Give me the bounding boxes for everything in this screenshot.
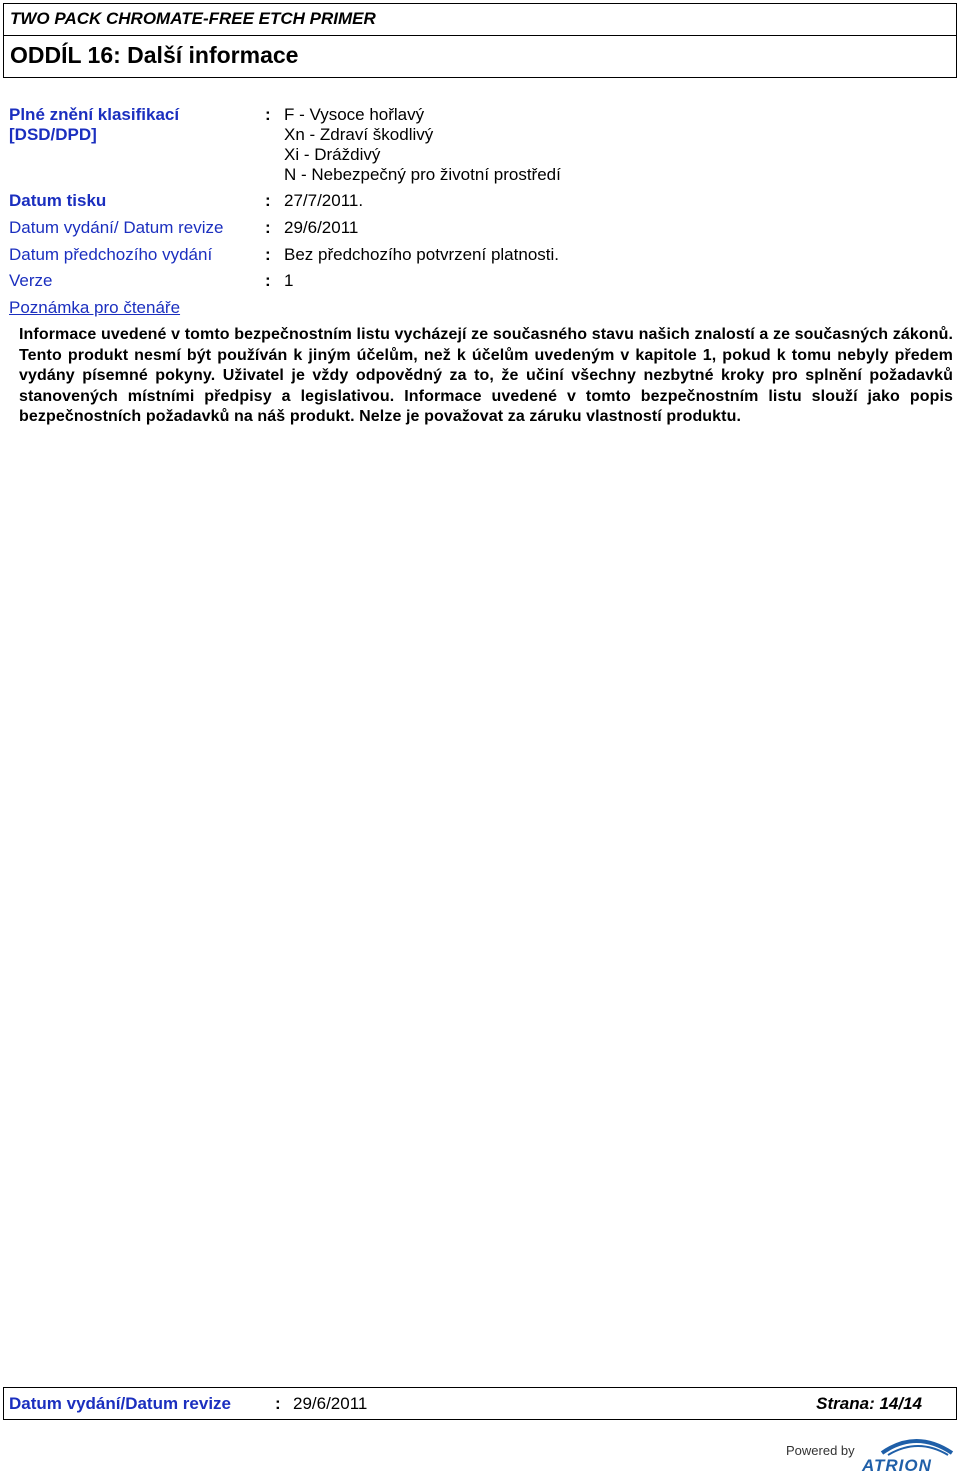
reader-note-body: Informace uvedené v tomto bezpečnostním listu vycházejí ze současného stavu našich znalostí a ze současných zákonů. Tento produkt nesmí být používán k jiným účelům, než k účelům uvedeným v kapitole 1, pokud k tomu nebyly předem vydány písemné pokyny. Uživatel je vždy odpovědný za to, že učiní všechny nezbytné kroky pro splnění požadavků stanovených místními předpisy a legislativou. Informace uvedené v tomto bezpečnostním listu slouží jako popis bezpečnostních požadavků na náš produkt. Nelze je považovat za záruku vlastností produktu.	[19, 326, 953, 425]
section-header	[3, 35, 957, 78]
classification-value: Xi - Dráždivý	[284, 145, 381, 164]
product-header	[3, 3, 957, 36]
classification-colon: :	[265, 105, 271, 124]
previous-issue-value: Bez předchozího potvrzení platnosti.	[284, 245, 559, 264]
print-date-colon: :	[265, 191, 271, 210]
footer-colon: :	[275, 1394, 281, 1413]
classification-value: Xn - Zdraví škodlivý	[284, 125, 434, 144]
classification-label-line2: [DSD/DPD]	[9, 125, 97, 144]
version-colon: :	[265, 271, 271, 290]
previous-issue-label: Datum předchozího vydání	[9, 245, 213, 264]
print-date-label: Datum tisku	[9, 191, 107, 210]
page-footer	[3, 1387, 957, 1420]
section-title: ODDÍL 16: Další informace	[10, 42, 299, 68]
footer-issue-label: Datum vydání/Datum revize	[9, 1394, 232, 1413]
classification-label	[9, 105, 179, 145]
print-date-value: 27/7/2011.	[284, 191, 364, 210]
brand-name: ATRION	[862, 1456, 932, 1473]
issue-date-colon: :	[265, 218, 271, 237]
issue-date-value: 29/6/2011	[284, 218, 359, 237]
footer-issue-date: 29/6/2011	[293, 1394, 368, 1413]
version-label: Verze	[9, 271, 53, 290]
classification-value: N - Nebezpečný pro životní prostředí	[284, 165, 561, 184]
product-name: TWO PACK CHROMATE-FREE ETCH PRIMER	[10, 9, 376, 28]
version-value: 1	[284, 271, 294, 290]
previous-issue-colon: :	[265, 245, 271, 264]
reader-note-heading: Poznámka pro čtenáře	[9, 298, 181, 317]
classification-values	[284, 105, 561, 185]
page-number: Strana: 14/14	[816, 1394, 922, 1413]
classification-label-line1: Plné znění klasifikací	[9, 105, 180, 124]
atrion-logo	[784, 1431, 956, 1473]
issue-date-label: Datum vydání/ Datum revize	[9, 218, 224, 237]
powered-by-text: Powered by	[786, 1443, 855, 1458]
classification-value: F - Vysoce hořlavý	[284, 105, 425, 124]
